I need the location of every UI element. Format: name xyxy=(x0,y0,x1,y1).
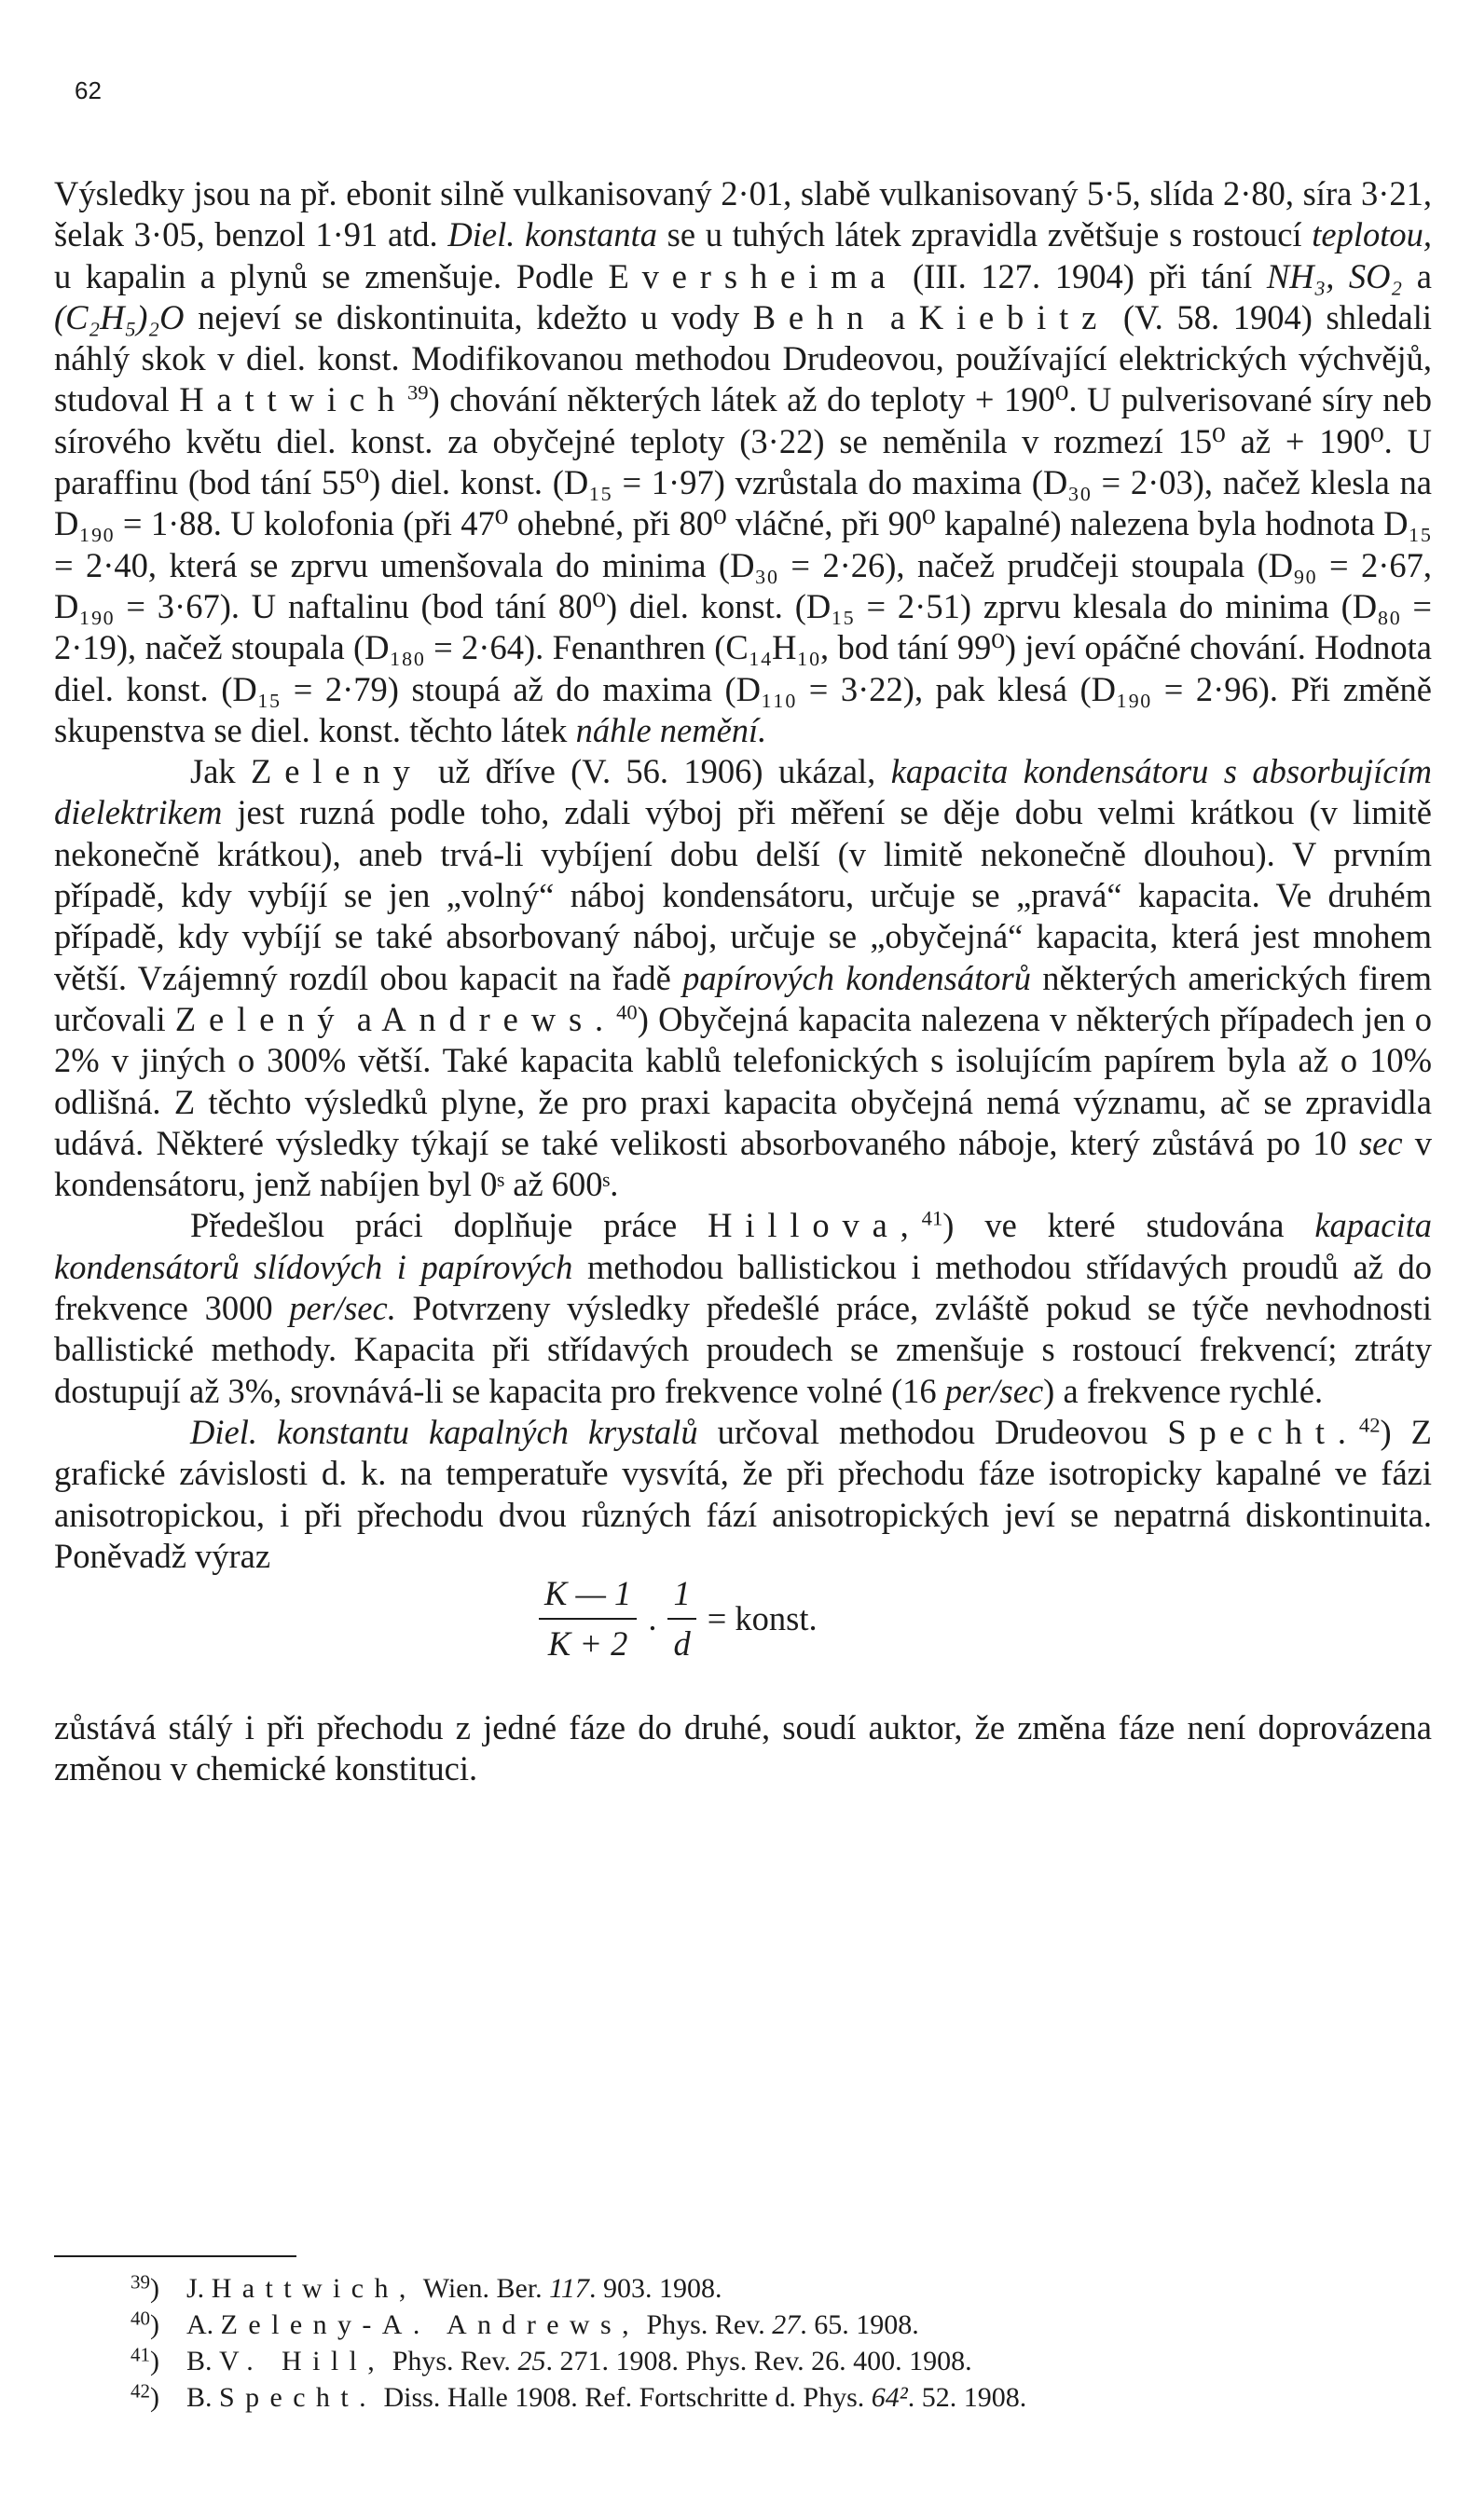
text-run: zůstává stálý i při přechodu z jedné fáze do druhé, soudí auktor, že změna fáze není doprovázena změnou v chemické konstituci. xyxy=(54,1708,1432,1788)
footnote-text xyxy=(186,2379,1026,2416)
citation-volume: 117 xyxy=(549,2273,589,2304)
footnote-mark: $^{40}$) xyxy=(131,2307,159,2340)
text-run: ) ve které studována xyxy=(942,1206,1315,1245)
spaced-author-name: Kiebitz xyxy=(918,297,1110,336)
fraction-denominator: d xyxy=(673,1624,691,1664)
spaced-author-name: Hattwich, xyxy=(211,2273,417,2304)
footnote-number: 41 xyxy=(131,2343,150,2366)
text-run: určoval methodou Drudeovou xyxy=(697,1412,1168,1451)
chemical-formula: NH₃, SO₂ xyxy=(1266,256,1403,295)
italic-term: per/sec xyxy=(944,1371,1044,1410)
equation-rhs: = konst. xyxy=(707,1599,818,1638)
spaced-author-name: Hattwich xyxy=(179,380,407,419)
footnote-41 xyxy=(131,2343,1417,2379)
footnote-text xyxy=(186,2343,972,2379)
author-initial: B. xyxy=(186,2346,213,2376)
text-run: ) a frekvence rychlé. xyxy=(1043,1371,1324,1410)
fraction-numerator: K — 1 xyxy=(539,1573,637,1620)
spaced-author-name: Hillova, xyxy=(708,1206,922,1245)
citation-source: Diss. Halle 1908. Ref. Fortschritte d. Phys. xyxy=(376,2382,872,2413)
footnote-ref: 40 xyxy=(616,1000,638,1024)
footnote-divider xyxy=(54,2255,296,2257)
citation-rest: . 65. 1908. xyxy=(800,2309,919,2340)
chemical-formula: (C₂H₅)₂O xyxy=(54,297,185,336)
footnotes xyxy=(131,2270,1417,2416)
italic-term: papírových kondensátorů xyxy=(682,958,1031,997)
italic-term: kapacita kondensátoru s absorbujícím dielektrikem xyxy=(54,752,1433,832)
text-run: u kapalin a plynů se zmenšuje. Podle xyxy=(54,256,609,295)
text-run: Předešlou práci doplňuje práce xyxy=(190,1206,708,1245)
spaced-author-name: Zeleny-A. Andrews, xyxy=(220,2309,639,2340)
text-run: v kondensátoru, jenž nabíjen byl 0ˢ až 600ˢ. xyxy=(54,1123,1433,1204)
footnote-ref: 41 xyxy=(921,1206,943,1230)
text-run: Jak xyxy=(190,752,252,791)
footnote-ref: 39 xyxy=(406,381,429,405)
spaced-author-name: Behn xyxy=(752,297,877,336)
citation-source: Phys. Rev. xyxy=(385,2346,518,2376)
author-initial: J. xyxy=(186,2273,205,2304)
article-body xyxy=(54,173,1432,1790)
footnote-40 xyxy=(131,2307,1417,2343)
footnote-mark: $^{41}$) xyxy=(131,2343,159,2376)
equation xyxy=(539,1573,818,1665)
text-run: ) Obyčejná kapacita nalezena v některých případech jen o 2% v jiných o 300% větší. Také kapacita kablů telefonických s isolujícím papírem byla až o 10% odlišná. Z těchto výsledků plyne, že pro praxi kapacita obyčejná nemá významu, ač se zpravidla udává. Některé výsledky týkají se také velikosti absorbovaného náboje, který zůstává po 10 xyxy=(54,999,1432,1162)
paragraph-5 xyxy=(54,1707,1432,1790)
text-run: Potvrzeny výsledky předešlé práce, zvláště pokud se týče nevhodnosti ballistické methody. Kapacita při střídavých proudech se zmenšuje s rostoucí frekvencí; ztráty dostupují až 3%, srovnává-li se kapacita pro frekvence volné (16 xyxy=(54,1289,1432,1410)
footnote-mark: $^{39}$) xyxy=(131,2270,159,2304)
text-run: některých amerických firem určovali xyxy=(54,958,1432,1038)
spaced-author-name: V. Hill, xyxy=(219,2346,386,2376)
spaced-author-name: Zelený xyxy=(174,999,348,1038)
italic-term: sec xyxy=(1358,1123,1403,1162)
italic-term: kapacita kondensátorů slídových i papírových xyxy=(54,1206,1432,1286)
text-run: methodou ballistickou i methodou střídavých proudů až do frekvence 3000 xyxy=(54,1247,1432,1328)
text-run: (V. 58. 1904) shledali náhlý skok v diel. konst. Modifikovanou methodou Drudeovou, používající elektrických výchvějů, studoval xyxy=(54,297,1433,419)
page-number: 62 xyxy=(75,76,102,104)
footnote-text xyxy=(186,2307,919,2343)
text-run: a xyxy=(347,999,382,1038)
text-run: a xyxy=(1402,256,1432,295)
citation-rest: . 52. 1908. xyxy=(907,2382,1027,2413)
fraction-numerator: 1 xyxy=(667,1573,695,1620)
footnote-text xyxy=(186,2270,722,2307)
citation-rest: . 903. 1908. xyxy=(588,2273,722,2304)
text-run: jest ruzná podle toho, zdali výboj při měření se děje dobu velmi krátkou (v limitě nekonečně krátkou), aneb trvá-li vybíjení dobu delší (v limitě nekonečně dlouhou). V prvním případě, kdy vybíjí se jen „volný“ náboj kondensátoru, určuje se „pravá“ kapacita. Ve druhém případě, kdy vybíjí se také absorbovaný náboj, určuje se „obyčejná“ kapacita, která jest mnohem větší. Vzájemný rozdíl obou kapacit na řadě xyxy=(54,793,1432,997)
footnote-number: 40 xyxy=(131,2307,150,2330)
citation-rest: . 271. 1908. Phys. Rev. 26. 400. 1908. xyxy=(545,2346,972,2376)
footnote-42 xyxy=(131,2379,1417,2416)
italic-term: teplotou, xyxy=(1312,215,1432,254)
footnote-mark: $^{42}$) xyxy=(131,2379,159,2413)
citation-source: Phys. Rev. xyxy=(639,2309,773,2340)
author-initial: A. xyxy=(186,2309,214,2340)
author-initial: B. xyxy=(186,2382,213,2413)
equation-block xyxy=(54,1574,1432,1707)
spaced-author-name: Zeleny xyxy=(251,752,423,791)
text-run: ) Z grafické závislosti d. k. na temperatuře vysvítá, že při přechodu fáze isotropicky kapalné ve fázi anisotropickou, i při přechodu dvou různých fází anisotropických jeví se nepatrná diskontinuita. Poněvadž výraz xyxy=(54,1412,1432,1575)
text-run: ) chování některých látek až do teploty + 190⁰. U pulverisované síry neb sírového květu diel. konst. za obyčejné teploty (3·22) se neměnila v rozmezí 15⁰ až + 190⁰. U paraffinu (bod tání 55⁰) diel. konst. (D₁₅ = 1·97) vzrůstala do maxima (D₃₀ = 2·03), načež klesla na D₁₉₀ = 1·88. U kolofonia (při 47⁰ ohebné, při 80⁰ vláčné, při 90⁰ kapalné) nalezena byla hodnota D₁₅ = 2·40, která se zprvu umenšovala do minima (D₃₀ = 2·26), načež prudčeji stoupala (D₉₀ = 2·67, D₁₉₀ = 3·67). U naftalinu (bod tání 80⁰) diel. konst. (D₁₅ = 2·51) zprvu klesala do minima (D₈₀ = 2·19), načež stoupala (D₁₈₀ = 2·64). Fenanthren (C₁₄H₁₀, bod tání 99⁰) jeví opáčné chování. Hodnota diel. konst. (D₁₅ = 2·79) stoupá až do maxima (D₁₁₀ = 3·22), pak klesá (D₁₉₀ = 2·96). Při změně skupenstva se diel. konst. těchto látek xyxy=(54,380,1432,749)
multiplication-dot: . xyxy=(648,1599,657,1638)
paragraph-2 xyxy=(54,751,1432,1205)
fraction-k xyxy=(539,1573,637,1665)
footnote-number: 42 xyxy=(131,2379,150,2403)
fraction-d xyxy=(667,1573,695,1665)
text-run: Výsledky jsou na př. ebonit silně vulkanisovaný 2·01, slabě vulkanisovaný 5·5, slída 2·80, síra 3·21, šelak 3·05, benzol 1·91 atd. xyxy=(54,174,1432,254)
italic-term: Diel. konstanta xyxy=(447,215,657,254)
paragraph-4 xyxy=(54,1412,1432,1577)
italic-term: Diel. konstantu kapalných krystalů xyxy=(190,1412,698,1451)
footnote-number: 39 xyxy=(131,2270,150,2294)
citation-volume: 25 xyxy=(517,2346,546,2376)
footnote-ref: 42 xyxy=(1358,1413,1381,1437)
text-run: (III. 127. 1904) při tání xyxy=(898,256,1267,295)
footnote-39 xyxy=(131,2270,1417,2307)
spaced-author-name: Specht. xyxy=(219,2382,377,2413)
spaced-author-name: Eversheima xyxy=(608,256,899,295)
paragraph-3 xyxy=(54,1205,1432,1411)
text-run: se u tuhých látek zpravidla zvětšuje s rostoucí xyxy=(656,215,1313,254)
italic-term: per/sec. xyxy=(289,1289,396,1328)
spaced-author-name: Specht. xyxy=(1167,1412,1359,1451)
text-run: a xyxy=(876,297,919,336)
paragraph-1 xyxy=(54,173,1432,751)
text-run: už dříve (V. 56. 1906) ukázal, xyxy=(422,752,891,791)
text-run: nejeví se diskontinuita, kdežto u vody xyxy=(184,297,753,336)
citation-volume: 64² xyxy=(871,2382,908,2413)
citation-volume: 27 xyxy=(772,2309,801,2340)
spaced-author-name: Andrews. xyxy=(381,999,617,1038)
fraction-denominator: K + 2 xyxy=(547,1624,628,1664)
italic-term: náhle nemění. xyxy=(575,710,767,749)
citation-source: Wien. Ber. xyxy=(416,2273,550,2304)
